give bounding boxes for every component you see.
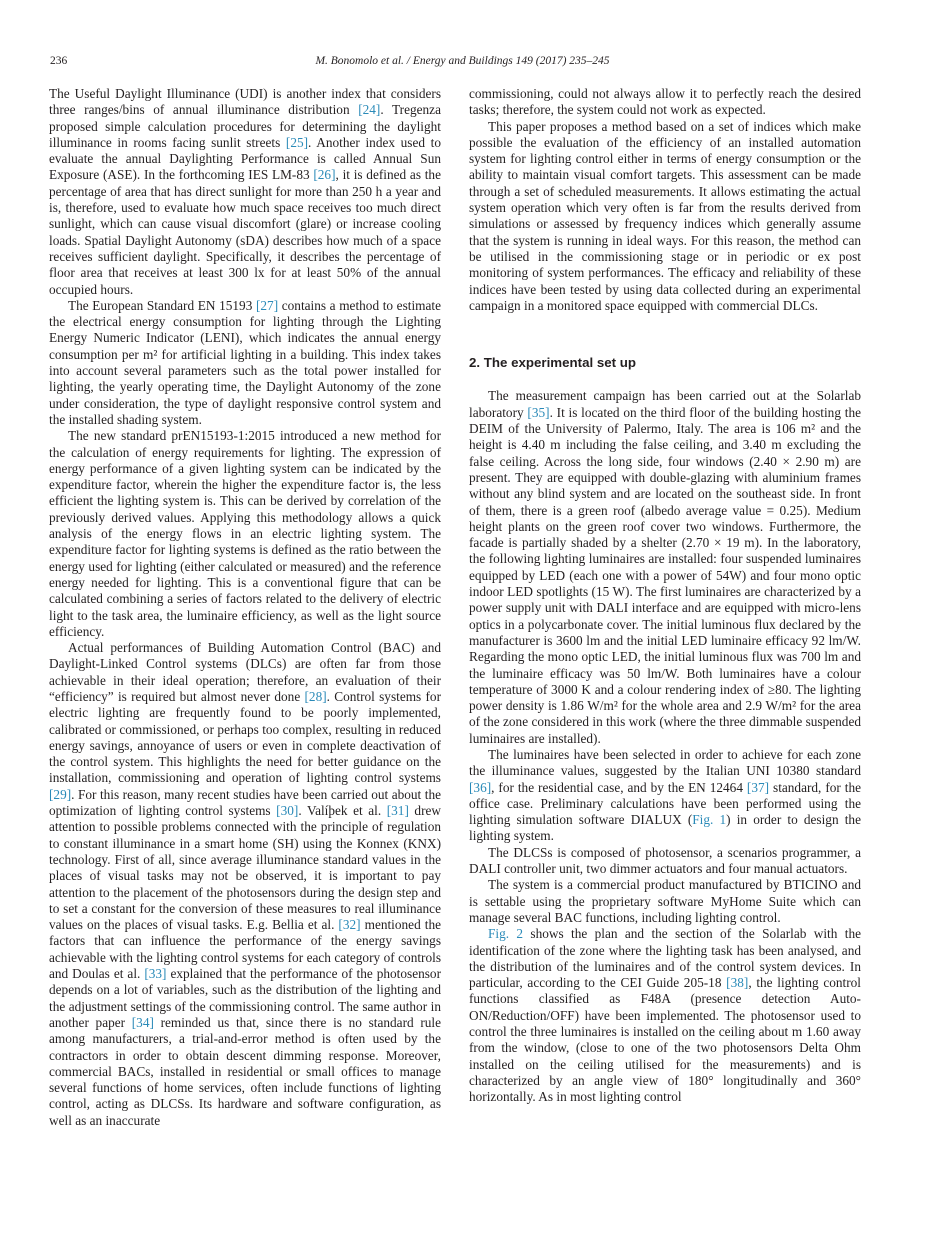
- citation-link[interactable]: [29]: [49, 786, 72, 802]
- paragraph: [469, 119, 861, 315]
- paragraph: [469, 388, 861, 747]
- citation-link[interactable]: [31]: [386, 803, 409, 819]
- paragraph-text: contains a method to estimate the electrical energy consumption for lighting through the Lighting Energy Numeric Indicator (LENI), which indicates the annual energy consumption per m² for artificial lighting in a building. This index takes into account several parameters such as the total power installed for lighting, the yearly operating time, the Daylight Autonomy of the zone under consideration, the type of daylight responsive control system and the installed shading system.: [49, 297, 441, 427]
- citation-link[interactable]: [34]: [131, 1014, 154, 1030]
- paragraph: [469, 86, 861, 119]
- paragraph-text: , it is defined as the percentage of area that has direct sunlight for more than 250 h a year and is, therefore, used to evaluate how much space receives too much direct sunlight, which can cause visual discomfort (glare) or increase cooling loads. Spatial Daylight Autonomy (sDA) describes how much of a space receives sufficient daylight. Specifically, it describes the percentage of floor area that receives at least 300 lx for at least 50% of the annual occupied hours.: [49, 167, 441, 297]
- citation-link[interactable]: [37]: [746, 779, 770, 795]
- paragraph-text: The Useful Daylight Illuminance (UDI) is another index that considers three ranges/bins of annual illuminance distribution: [49, 86, 441, 118]
- left-column: [49, 86, 441, 1129]
- paragraph-text: . It is located on the third floor of the building hosting the DEIM of the University of Palermo, Italy. The area is 106 m² and the height is 4.40 m including the false ceiling, and 3.40 m excluding the false ceiling. Across the long side, four windows (2.40 × 2.90 m) are present. They are equipped with double-glazing with aluminium frames without any blind system and are located on the southeast side. In front of them, there is a green roof (albedo average value = 0.25). Medium height plants on the green roof cover two windows. Furthermore, the facade is partially shaded by a shelter (2.70 × 19 m). In the laboratory, the following lighting luminaires are installed: four suspended luminaires equipped by LED (each one with a power of 54W) and four mono optic indoor LED spotlights (15 W). The first luminaires are characterized by a power supply unit with DALI interface and are equipped with micro-lens optics in a polycarbonate cover. The initial luminous flux declared by the manufacturer is 3600 lm and the initial LED luminaire efficacy 92 lm/W. Regarding the mono optic LED, the initial luminous flux was 700 lm and the luminaire efficacy was 50 lm/W. Both luminaires have a colour temperature of 3000 K and a colour rendering index of ≥80. The lighting power density is 1.86 W/m² for the whole area and 2.9 W/m² for the area of the zone considered in this work (where the three dimmable suspended luminaires are installed).: [469, 404, 861, 746]
- paragraph: [469, 926, 861, 1105]
- section-heading: 2. The experimental set up: [469, 355, 637, 371]
- paragraph-text: The new standard prEN15193-1:2015 introduced a new method for the calculation of energy requirements for lighting. The expression of energy performance of a given lighting system can be indicated by the expenditure factor, wherein the higher the expenditure factor is, the less efficient the lighting system is. This can be derived by correlation of the previously derived values. Applying this methodology allows a quick analysis of the energy flows in an electric lighting system. The expenditure factor for lighting systems is defined as the ratio between the energy used for lighting (either calculated or measured) and the reference energy needed for lighting. This is a conventional figure that can be calculated combining a series of factors related to the delivery of electric light to the task area, the luminaire efficiency, as well as the light source efficiency.: [49, 428, 441, 639]
- citation-link[interactable]: [25]: [285, 134, 309, 150]
- paragraph-text: standard, for the office case. Preliminary calculations have been performed using the lighting simulation software DIALUX (: [469, 779, 862, 828]
- paragraph: [49, 86, 441, 298]
- paragraph: [469, 877, 861, 926]
- paragraph-text: The measurement campaign has been carried out at the Solarlab laboratory: [469, 388, 861, 420]
- paragraph-text: , the lighting control functions classified as F48A (presence detection Auto-ON/Reduction/OFF) have been implemented. The photosensor used to control the three luminaires is installed on the ceiling about m 1.60 away from the window, (close to one of the two photosensors Delta Ohm installed on the ceiling utilised for the measurements) and is characterized by an angle view of 180° longitudinally and 360° horizontally. As in most lighting control: [469, 975, 861, 1105]
- citation-link[interactable]: Fig. 2: [488, 926, 524, 942]
- paragraph-text: ) in order to design the lighting system.: [469, 812, 861, 844]
- citation-link[interactable]: [33]: [144, 966, 167, 982]
- paragraph-text: The system is a commercial product manufactured by BTICINO and is settable using the proprietary software MyHome Suite which can manage several BAC functions, including lighting control.: [469, 877, 861, 925]
- paragraph: [49, 640, 441, 1129]
- paragraph-text: . Control systems for electric lighting are frequently found to be poorly implemented, calibrated or commissioned, or perhaps too complex, resulting in reduced energy savings, annoyance of users or even in complete deactivation of the control system. This highlights the need for better guidance on the installation, commissioning and operation of lighting control systems: [49, 688, 441, 786]
- paragraph-text: mentioned the factors that can influence the performance of the energy savings achievable with the lighting control systems for each category of controls and Doulas et al.: [49, 917, 441, 982]
- citation-link[interactable]: Fig. 1: [692, 812, 727, 828]
- paragraph-text: The luminaires have been selected in order to achieve for each zone the illuminance values, suggested by the Italian UNI 10380 standard: [469, 746, 861, 779]
- citation-link[interactable]: [36]: [469, 779, 492, 795]
- intro-paragraphs: [469, 86, 861, 314]
- paragraph-text: reminded us that, since there is no standard rule among manufacturers, a trial-and-error method is often used by the contractors in order to obtain descent dimming response. Moreover, commercial BACs, installed in residential or small offices to manage several functions of home services, often include functions of lighting control, acting as DLCSs. Its hardware and software configuration, as well as an inaccurate: [49, 1014, 441, 1128]
- paragraph-text: drew attention to possible problems connected with the principle of regulation to constant illuminance in a smart home (SH) using the Konnex (KNX) technology. First of all, since average illuminance standard values in the places of visual tasks may not be observed, it is important to pay attention to the placement of the photosensors during the design step and to set a constant for the conversion of these measures to real illuminance values on the places of visual tasks. E.g. Bellia et al.: [49, 803, 442, 933]
- page-number: 236: [50, 55, 68, 67]
- paragraph-text: commissioning, could not always allow it to perfectly reach the desired tasks; therefore, the system could not work as expected.: [469, 86, 861, 118]
- paragraph-text: , for the residential case, and by the EN 12464: [491, 779, 747, 795]
- paragraph-text: explained that the performance of the photosensor depends on a lot of variables, such as the distribution of the lighting and the adjustment settings of the commissioning control. The same author in another paper: [49, 966, 442, 1030]
- paragraph: [49, 428, 441, 640]
- paragraph-text: . Tregenza proposed simple calculation procedures for determining the daylight illuminance in rooms facing sunlit streets: [49, 102, 441, 150]
- citation-link[interactable]: [27]: [255, 297, 279, 313]
- running-title: M. Bonomolo et al. / Energy and Buildings 149 (2017) 235–245: [315, 55, 610, 67]
- paragraph-text: Actual performances of Building Automation Control (BAC) and Daylight-Linked Control systems (DLCs) are often far from those achievable in their ideal operation; therefore, an evaluation of their “efficiency” is required but almost never done: [49, 640, 441, 704]
- paragraph-text: . For this reason, many recent studies have been carried out about the optimization of lighting control systems: [49, 786, 441, 819]
- paragraph-text: . Another index used to evaluate the annual Daylighting Performance is called Annual Sun Exposure (ASE). In the forthcoming IES LM-83: [49, 134, 441, 183]
- paragraph-text: This paper proposes a method based on a set of indices which make possible the evaluation of the efficiency of an installed automation system for lighting control either in terms of energy consumption or the ability to maintain visual comfort targets. This assessment can be made through a set of scheduled measurements. It allows estimating the actual system operation which very often is far from the results derived from simulations or assessed by frequency indices which generally assume that the system is running in ideal ways. For this reason, the method can be utilised in the commissioning stage or in periodic or ex post monitoring of system performances. The efficacy and reliability of these indices have been tested by using data collected during an experimental campaign in a monitored space equipped with commercial DLCs.: [469, 118, 861, 313]
- section-paragraphs: [469, 388, 861, 1105]
- citation-link[interactable]: [28]: [304, 688, 327, 704]
- paragraph-text: The European Standard EN 15193: [68, 297, 256, 313]
- paragraph: [469, 747, 861, 845]
- citation-link[interactable]: [32]: [338, 917, 361, 933]
- citation-link[interactable]: [38]: [726, 975, 749, 991]
- paragraph: [469, 845, 861, 878]
- paragraph-text: The DLCSs is composed of photosensor, a scenarios programmer, a DALI controller unit, two dimmer actuators and four manual actuators.: [469, 844, 861, 877]
- right-column: [469, 86, 861, 1106]
- citation-link[interactable]: [35]: [527, 404, 550, 420]
- citation-link[interactable]: [30]: [276, 803, 299, 819]
- citation-link[interactable]: [24]: [358, 102, 381, 118]
- paragraph-text: . Valíþek et al.: [298, 803, 387, 819]
- paragraph: [49, 298, 441, 428]
- citation-link[interactable]: [26]: [313, 167, 336, 183]
- paragraph-text: shows the plan and the section of the Solarlab with the identification of the zone where the lighting task has been analysed, and the distribution of the luminaires and of the control system devices. In particular, according to the CEI Guide 205-18: [469, 926, 861, 991]
